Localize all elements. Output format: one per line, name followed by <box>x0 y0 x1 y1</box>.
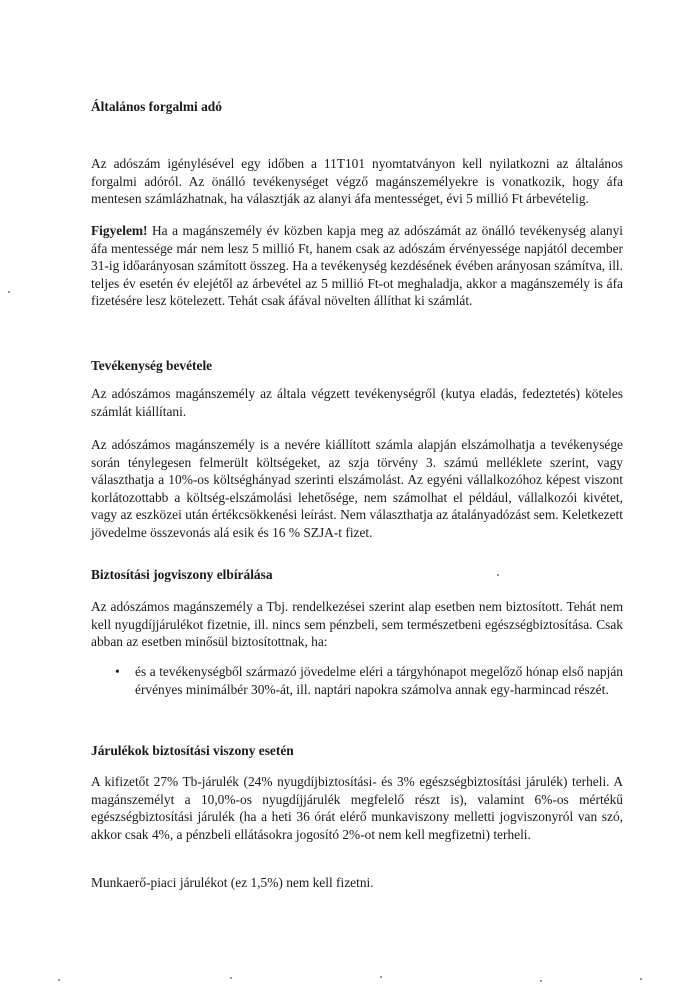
paragraph-jarulekok-munkaero: Munkaerő-piaci járulékot (ez 1,5%) nem kell fizetni. <box>91 875 374 890</box>
scan-speck <box>497 574 499 576</box>
warning-text: Ha a magánszemély év közben kapja meg az adószámát az önálló tevékenység alanyi áfa mentessége már nem lesz 5 millió Ft, hanem csak az adószám érvényessége napjától december 31-ig időarányosan számított összeg. Ha a tevékenység kezdésének évében arányosan számítva, ill. teljes év esetén év elejétől az árbevétel az 5 millió Ft-ot meghaladja, akkor a magánszemély is áfa fizetésére lesz kötelezett. Tehát csak áfával növelten állíthat ki számlát. <box>91 223 623 309</box>
list-item-text: és a tevékenységből származó jövedelme eléri a tárgyhónapot megelőző hónap első napján érvényes minimálbér 30%-át, ill. naptári napokra számolva annak egy-harmincad részét. <box>135 664 623 697</box>
section-heading-afa: Általános forgalmi adó <box>91 99 222 114</box>
scan-speck <box>380 976 382 978</box>
scan-speck <box>230 977 232 979</box>
paragraph-biztositasi: Az adószámos magánszemély a Tbj. rendelkezései szerint alap esetben nem biztosított. Tehát nem kell nyugdíjjárulékot fizetnie, ill. nincs sem pénzbeli, sem természetbeni egészségbiztosítása. Csak abban az esetben minősül biztosítottnak, ha: <box>91 599 623 650</box>
paragraph-bevetel-costs: Az adószámos magánszemély is a nevére kiállított számla alapján elszámolhatja a tevékenysége során ténylegesen felmerült költségeket, az szja törvény 3. számú melléklete szerint, vagy választhatja a 10%-os költséghányad szerinti elszámolást. Az egyéni vállalkozóhoz képest viszont korlátozottabb a költség-elszámolási lehetősége, nem számolhat el például, vállalkozói kivétet, vagy az eszközei után értékcsökkenési leírást. Nem választhatja az átalányadózást sem. Keletkezett jövedelme összevonás alá esik és 16 % SZJA-t fizet. <box>91 437 623 540</box>
scan-speck <box>8 291 10 293</box>
scan-speck <box>540 980 542 982</box>
paragraph-bevetel-invoice: Az adószámos magánszemély az általa végzett tevékenységről (kutya eladás, fedeztetés) köteles számlát kiállítani. <box>91 386 623 419</box>
section-heading-biztositasi: Biztosítási jogviszony elbírálása <box>91 567 273 582</box>
bullet-marker: • <box>115 664 120 679</box>
paragraph-afa-warning <box>91 222 623 310</box>
paragraph-jarulekok-rates: A kifizetőt 27% Tb-járulék (24% nyugdíjbiztosítási- és 3% egészségbiztosítási járulék) terheli. A magánszemélyt a 10,0%-os nyugdíjjárulék megfelelő részt is), valamint 6%-os mértékű egészségbiztosítási járulék (ha a heti 36 órát elérő munkaviszony melletti jogviszonyról van szó, akkor csak 4%, a pénzbeli ellátásokra jogosító 2%-ot nem kell megfizetni) terheli. <box>91 774 623 842</box>
scan-speck <box>640 978 642 980</box>
section-heading-bevetel: Tevékenység bevétele <box>91 358 213 373</box>
warning-label: Figyelem! <box>91 223 148 238</box>
section-heading-jarulekok: Járulékok biztosítási viszony esetén <box>91 743 294 758</box>
scan-speck <box>58 979 60 981</box>
list-item <box>115 663 623 698</box>
paragraph-afa-intro: Az adószám igénylésével egy időben a 11T101 nyomtatványon kell nyilatkozni az általános forgalmi adóról. Az önálló tevékenységet végző magánszemélyekre is vonatkozik, hogy áfa mentesen számlázhatnak, ha választják az alanyi áfa mentességet, évi 5 millió Ft árbevételig. <box>91 156 623 207</box>
